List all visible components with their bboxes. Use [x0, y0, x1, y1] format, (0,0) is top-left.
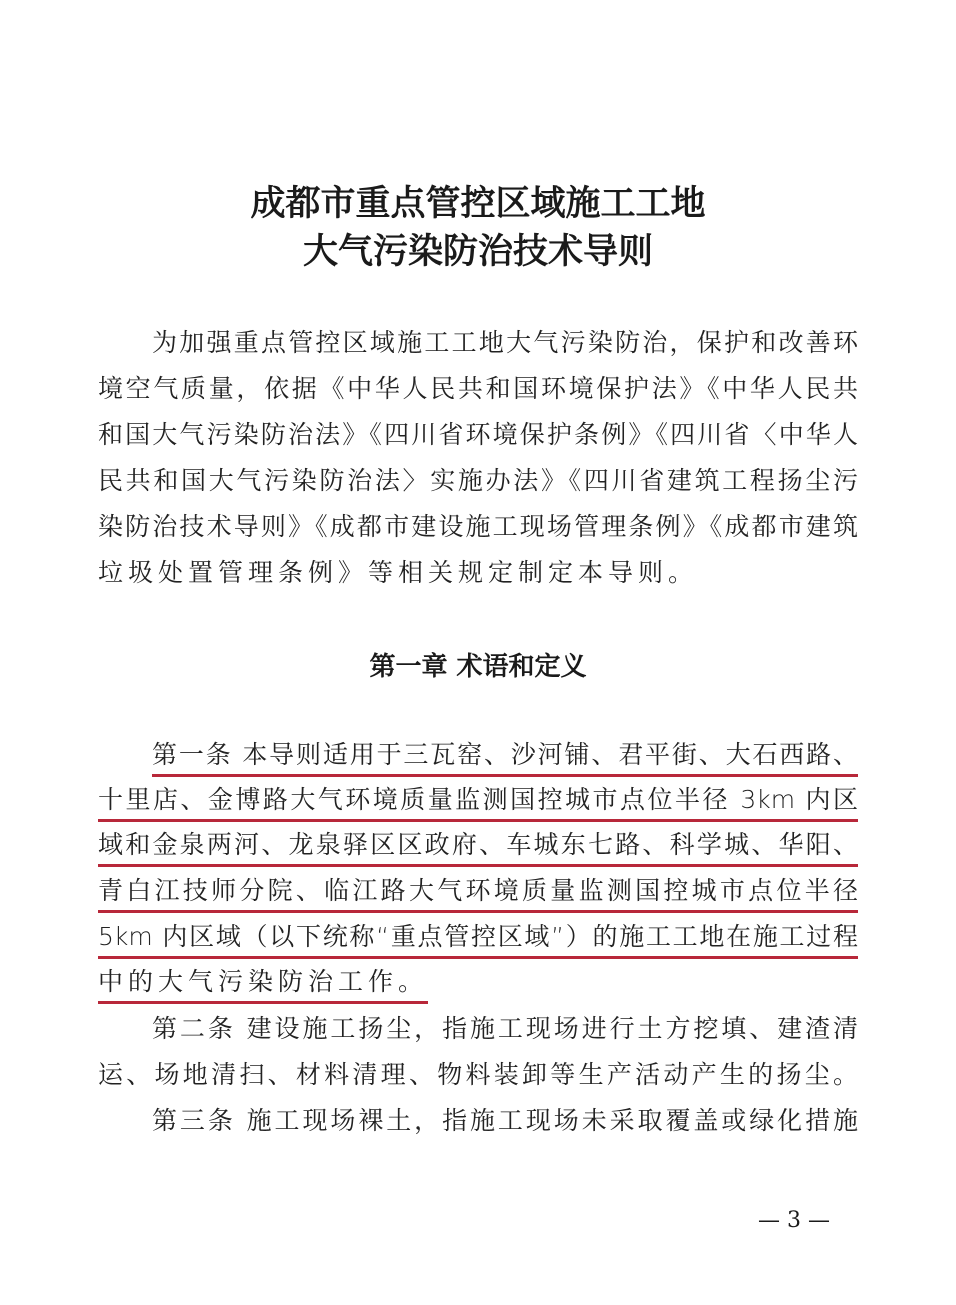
- title-line-1: 成都市重点管控区域施工工地: [250, 183, 706, 224]
- text-line: 运、场地清扫、材料清理、物料装卸等生产活动产生的扬尘。: [98, 1060, 858, 1089]
- underlined-text-line: 十里店、金博路大气环境质量监测国控城市点位半径 3km 内区: [98, 783, 858, 822]
- text-line: 境空气质量，依据《中华人民共和国环境保护法》《中华人民共: [98, 374, 858, 403]
- text-line: 染防治技术导则》《成都市建设施工现场管理条例》《成都市建筑: [98, 512, 858, 541]
- text-line: 民共和国大气污染防治法〉实施办法》《四川省建筑工程扬尘污: [98, 466, 858, 495]
- text-line: 第三条 施工现场裸土，指施工现场未采取覆盖或绿化措施: [152, 1106, 858, 1135]
- text-line: 为加强重点管控区域施工工地大气污染防治，保护和改善环: [152, 328, 858, 357]
- text-line: 和国大气污染防治法》《四川省环境保护条例》《四川省〈中华人: [98, 420, 858, 449]
- underlined-text-line: 5km 内区域（以下统称“重点管控区域”）的施工工地在施工过程: [98, 920, 858, 959]
- underlined-text-line: 域和金泉两河、龙泉驿区区政府、车城东七路、科学城、华阳、: [98, 828, 858, 867]
- underlined-text-line: 中的大气污染防治工作。: [98, 965, 428, 1004]
- page-number: — 3 —: [758, 1208, 830, 1233]
- underlined-text-line: 第一条 本导则适用于三瓦窑、沙河铺、君平街、大石西路、: [152, 738, 858, 777]
- text-line: 垃圾处置管理条例》等相关规定制定本导则。: [98, 558, 699, 587]
- title-line-2: 大气污染防治技术导则: [302, 231, 653, 272]
- chapter-heading: 第一章 术语和定义: [369, 652, 587, 682]
- text-line: 第二条 建设施工扬尘，指施工现场进行土方挖填、建渣清: [152, 1014, 858, 1043]
- underlined-text-line: 青白江技师分院、临江路大气环境质量监测国控城市点位半径: [98, 874, 858, 913]
